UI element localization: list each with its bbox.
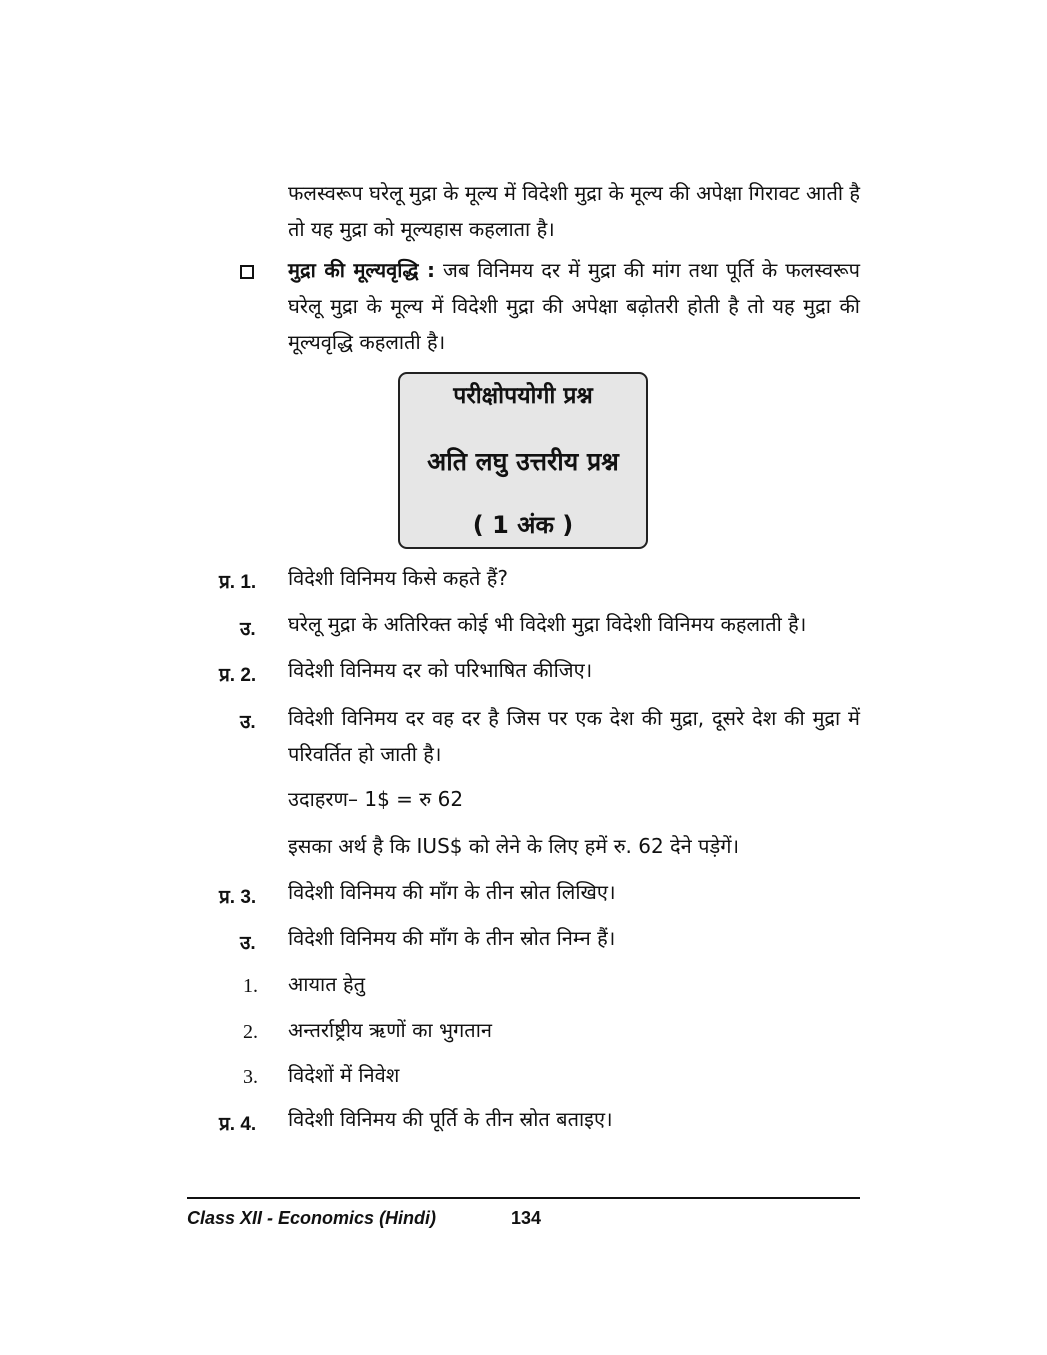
answer-label: उ. [240, 933, 256, 954]
page-number: 134 [511, 1208, 542, 1228]
box-subheading: अति लघु उत्तरीय प्रश्न [427, 447, 619, 476]
question-number: प्र. 2. [219, 665, 257, 686]
question-text: विदेशी विनिमय की माँग के तीन स्रोत लिखिए। [288, 880, 616, 904]
list-item-text: अन्तर्राष्ट्रीय ऋणों का भुगतान [288, 1018, 492, 1042]
list-item-text: आयात हेतु [288, 972, 365, 996]
appreciation-text: जब विनिमय दर में मुद्रा की मांग तथा पूर्ति के फलस्वरूप घरेलू मुद्रा के मूल्य में विदेशी मुद्रा की अपेक्षा बढ़ोतरी होती है तो यह मुद्रा की मूल्यवृद्धि कहलाती है। [288, 258, 860, 354]
intro-paragraph: फलस्वरूप घरेलू मुद्रा के मूल्य में विदेशी मुद्रा के मूल्य की अपेक्षा गिरावट आती है तो यह मुद्रा को मूल्यहास कहलाता है। [288, 181, 860, 241]
question-text: विदेशी विनिमय की पूर्ति के तीन स्रोत बताइए। [288, 1107, 613, 1131]
section-heading-box [398, 372, 648, 549]
example-meaning: इसका अर्थ है कि IUS$ को लेने के लिए हमें रु. 62 देने पड़ेगें। [288, 834, 740, 858]
answer-label: उ. [240, 712, 256, 733]
appreciation-paragraph [288, 252, 860, 360]
appreciation-term: मुद्रा की मूल्यवृद्धि : [288, 258, 436, 282]
question-number: प्र. 3. [219, 887, 257, 908]
question-number: प्र. 1. [219, 572, 257, 593]
list-item-number: 1. [243, 975, 258, 997]
question-number: प्र. 4. [219, 1114, 257, 1135]
box-heading: परीक्षोपयोगी प्रश्न [453, 383, 593, 409]
answer-text: विदेशी विनिमय दर वह दर है जिस पर एक देश की मुद्रा, दूसरे देश की मुद्रा में परिवर्तित हो जाती है। [288, 706, 860, 766]
checkbox-bullet-icon [240, 265, 254, 279]
question-text: विदेशी विनिमय किसे कहते हैं? [288, 566, 508, 590]
footer-title: Class XII - Economics (Hindi) [187, 1208, 437, 1228]
footer-divider [187, 1197, 860, 1199]
answer-text: घरेलू मुद्रा के अतिरिक्त कोई भी विदेशी मुद्रा विदेशी विनिमय कहलाती है। [288, 612, 807, 636]
answer-label: उ. [240, 619, 256, 640]
list-item-number: 2. [243, 1021, 258, 1043]
question-text: विदेशी विनिमय दर को परिभाषित कीजिए। [288, 658, 593, 682]
example-line: उदाहरण– 1$ = रु 62 [288, 787, 464, 811]
box-marks: ( 1 अंक ) [472, 511, 574, 539]
list-item-number: 3. [243, 1066, 258, 1088]
answer-text: विदेशी विनिमय की माँग के तीन स्रोत निम्न हैं। [288, 926, 616, 950]
list-item-text: विदेशों में निवेश [288, 1063, 400, 1087]
